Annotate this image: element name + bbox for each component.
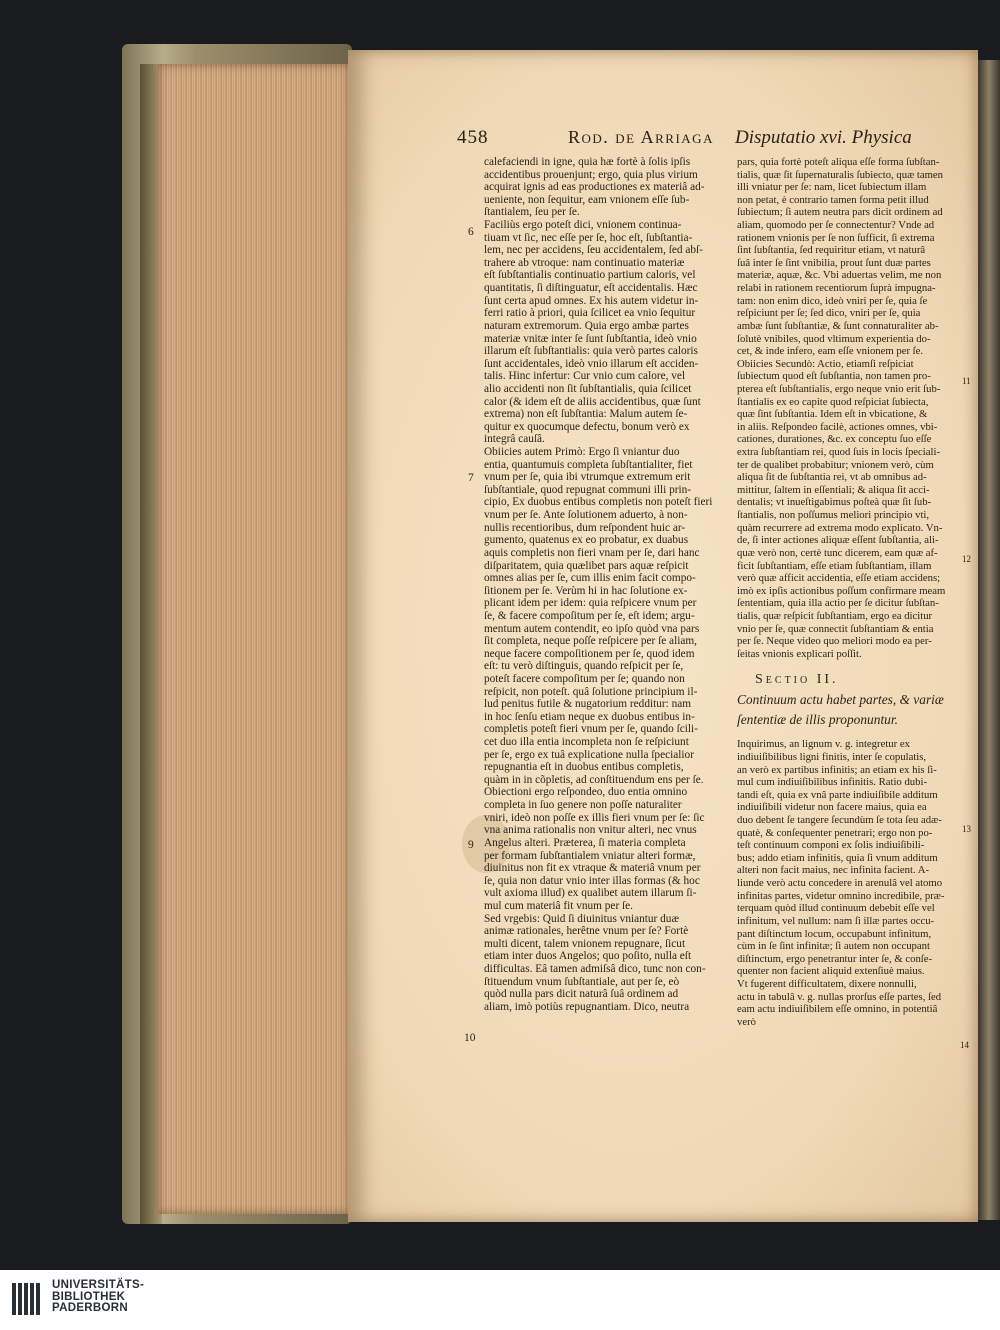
text-line: vnio per ſe, quæ connectit ſubſtantiam & entia [737,622,934,635]
text-line: lem, nec per accidens, ſeu accidentalem, ſed abſ- [484,244,703,257]
text-line: ſtantialem, ſeu per ſe. [484,206,580,219]
text-line: poteſt facere compoſitum per ſe; quando non [484,672,685,685]
text-line: gumento, quatenus ex eo probatur, ex duabus [484,534,689,547]
text-line: vna anima rationalis non vnitur alteri, nec vnus [484,824,697,837]
text-line: ſtituendum vnum ſubſtantiale, aut per ſe, eò [484,975,680,988]
text-line: actu in tabulâ v. g. nullas prorſus eſſe partes, ſed [737,990,942,1003]
text-line: difficultas. Eâ tamen admiſsâ dico, tunc non con- [484,963,706,975]
text-line: entia, quantumuis completa ſubſtantialiter, fiet [484,458,693,471]
text-line: neque facere compoſitionem per ſe, quod idem [484,647,695,660]
logo-line-3: PADERBORN [52,1302,128,1314]
text-line: cùm in ſe ſint infinitæ; ſi autem non occupant [737,940,930,953]
text-line: extra ſubſtantiam rei, quod ſuis in locis ſpeciali- [737,446,941,459]
left-text-column [484,156,726,1013]
text-line: acquirat ignis ad eas productiones ex materiâ ad- [484,181,705,194]
logo-line-1: UNIVERSITÄTS- [52,1279,145,1291]
text-line: per ſe, ergo ex tuâ explicatione nulla ſpecialior [484,748,694,761]
text-line: omnes alias per ſe, cum illis enim facit compo- [484,572,696,585]
text-line: Obiectioni ergo reſpondeo, duo entia omnino [484,786,688,799]
text-line: Obiicies autem Primò: Ergo ſi vniantur duo [484,446,680,459]
text-line: animæ rationales, herêtne vnum per ſe? Fortè [484,925,689,938]
text-line: mul cum materiâ fit vnum per ſe. [484,899,634,912]
text-line: alteri non facit maius, nec infinita facient. A- [737,864,930,877]
text-line: illarum eſt ſubſtantialis: quia verò partes caloris [484,345,698,358]
text-line: reſpicit, non poteſt. quâ ſolutione principium il- [484,685,698,698]
text-line: bus; addo etiam infinitis, quia ſi vnum additum [737,851,938,864]
text-line: talis. Hinc infertur: Cur vnio cum calore, vel [484,370,686,383]
text-line: reſpiciunt per ſe; ſed dico, vniri per ſe, quia [737,307,921,320]
text-line: ſunt certa apud omnes. Ex his autem videtur in- [484,294,699,307]
text-line: ſententiam, quia illa actio per ſe dicitur ſubſtan- [737,597,939,610]
text-line: Inquirimus, an lignum v. g. integretur ex [737,738,910,751]
text-line: completis poteſt fieri vnum per ſe, quando ſcili- [484,723,698,736]
text-line: nullis recentioribus, dum reſpondent huic ar- [484,521,686,534]
text-line: ambæ ſunt ſubſtantiæ, & ſunt connaturaliter ab- [737,319,939,332]
text-line: Obiicies Secundò: Actio, etiamſi reſpiciat [737,357,914,370]
margin-number: 12 [962,554,971,564]
text-line: non petat, è contrario tamen forma petit illud [737,193,929,206]
text-line: materiæ, aquæ, &c. Vbi aduertas velim, me non [737,269,942,282]
section-spacer [737,660,961,670]
text-line: trahere ab vtroque: nam continuatio materiæ [484,256,685,269]
text-line: ficit ſubſtantiam, eſſe etiam ſubſtantiam, illam [737,559,932,572]
text-line: mul cum indiuiſibilibus infinitis. Ratio dubi- [737,776,928,789]
text-line: relabi in rationem recentiorum ſuprà impugna- [737,282,936,295]
text-line: quæ ſint ſubſtantia. Idem eſt in vbicatione, & [737,408,928,421]
text-line: dentalis; vt inueſtigabimus poſteà quæ ſit ſub- [737,496,932,509]
text-line: eſt ſubſtantialis continuatio partium caloris, vel [484,269,696,282]
text-line: etiam inter duos Angelos; quo poſito, nulla eſt [484,950,692,963]
section-spacer [737,730,961,738]
text-line: calor (& idem eſt de aliis accidentibus, quæ ſunt [484,395,701,408]
section-title: Continuum actu habet partes, & variæ [737,692,944,708]
text-line: quàm recurrere ad extrema modo explicato. Vn- [737,521,943,534]
margin-number: 7 [468,472,474,484]
margin-number: 14 [960,1040,969,1050]
right-text-column [737,156,961,1028]
text-line: in aliis. Reſpondeo facilè, actiones omnes, vbi- [737,420,938,433]
text-line: imò ex ipſis actionibus poſſum confirmare meam [737,584,946,597]
text-line: per formam ſubſtantialem vniatur alteri formæ, [484,849,696,862]
text-line: ſtantialis ex eo capite quod reſpiciat ſubiecta, [737,395,929,408]
text-line: tam: non enim dico, ideò vniri per ſe, quia ſe [737,294,928,307]
running-head-author: Rod. de Arriaga [568,127,714,147]
text-line: ſe, quia non datur vnio inter illas formas (& hoc [484,874,700,887]
text-line: Vt fugerent difficultatem, dixere nonnulli, [737,977,917,990]
text-line: rationem vnionis per ſe non ſufficit, ſi extrema [737,231,935,244]
text-line: ſeitas vnionis explicari poſſit. [737,647,862,660]
page-edges [158,64,350,1214]
text-line: teſt continuum componi ex ſolis indiuiſibili- [737,839,925,852]
text-line: materiæ vnitæ inter ſe ſunt ſubſtantia, ideò vnio [484,332,697,345]
library-logo-icon [12,1283,44,1315]
text-line: ſit completa, neque poſſe reſpicere per ſe aliam, [484,635,697,648]
text-line: cationes, durationes, &c. ex conceptu ſuo eſſe [737,433,932,446]
text-line: Sed vrgebis: Quid ſi diuinitus vniantur duæ [484,912,679,925]
text-line: liunde verò actu concedere in arenulâ vel atomo [737,877,943,890]
text-line: verò quæ afficit accidentia, eſſe etiam accidens; [737,572,941,585]
logo-line-2: BIBLIOTHEK [52,1290,126,1303]
text-line: an verò ex partibus infinitis; an etiam ex his ſi- [737,763,937,776]
text-line: alio accidenti non ſit ſubſtantialis, quia ſcilicet [484,382,692,395]
text-line: integrâ cauſâ. [484,433,545,446]
text-line: ſubiectum quod eſt ſubſtantia, non tamen pro- [737,370,931,383]
text-line: calefaciendi in igne, quia hæ fortè à ſolis ipſis [484,156,691,168]
text-line: naturam extremorum. Quia ergo ambæ partes [484,319,689,332]
text-line: ferri ratio à priori, quia ſcilicet ea vnio ſequitur [484,307,696,320]
margin-number: 10 [464,1032,476,1044]
text-line: illi vniatur per ſe: nam, licet ſubiectum illam [737,181,927,194]
margin-number: 9 [468,839,474,851]
text-line: aliam, imò potiùs repugnantiam. Dico, neutra [484,1000,690,1013]
text-line: vnum per ſe. Ante ſolutionem aduerto, à non- [484,509,688,522]
text-line: diſtinctum, ergo penetrantur inter ſe, & conſe- [737,952,933,965]
text-line: repugnantia eſt in duobus entibus completis, [484,761,684,774]
text-line: tialis, quæ ſit ſupernaturalis ſubiecto, quæ tamen [737,168,943,181]
text-line: ſitionem per ſe. Verùm hi in hac ſolutione ex- [484,584,688,597]
text-line: ueniente, non ſequitur, eam vnionem eſſe ſub- [484,193,690,206]
margin-number: 11 [962,376,971,386]
text-line: quenter non facient aliquid extenſiuè maius. [737,965,925,978]
text-line: quatè, & conſequenter penetrari; ergo non po- [737,826,933,839]
text-line: ſubſtantiale, quod repugnat communi illi prin- [484,483,692,496]
text-line: quantitatis, ſi diſtinguatur, eſt accidentalis. Hæc [484,282,698,295]
text-line: infinitum, vel nullum: nam ſi illæ partes occu- [737,914,935,927]
text-line: diuinitus non fit ex vtraque & materiâ vnum per [484,862,701,875]
text-line: diſparitatem, quia quælibet pars aquæ reſpicit [484,559,689,572]
text-line: cet duo illa entia incompleta non ſe reſpiciunt [484,736,689,749]
margin-number: 13 [962,824,971,834]
text-line: quæ verò non, certè tunc dicerem, eam quæ af- [737,546,938,559]
text-line: tialis, quæ reſpicit ſubſtantiam, ergo ea dicitur [737,609,933,622]
text-line: quitur ex quocumque defectu, bonum verò ex [484,420,690,433]
text-line: ter de qualibet probabitur; vnionem verò, cùm [737,458,934,471]
text-line: aquis completis non fieri vnam per ſe, dari hanc [484,546,700,559]
disputation-title: Disputatio xvi. Physica [735,127,912,148]
text-line: ſuâ inter ſe ſint vnibilia, prout ſunt duæ partes [737,256,931,269]
text-line: aliqua ſit de ſubſtantia rei, vt ab omnibus ad- [737,471,927,484]
text-line: indiuiſibili videtur non facere maius, quia ea [737,801,927,814]
margin-number: 6 [468,226,474,238]
library-logo-text [52,1280,144,1315]
text-line: ſunt accidentales, ideò vnio illarum eſt acciden- [484,357,699,370]
text-line: ſolutè vnibiles, quod vltimum experientia do- [737,332,931,345]
text-line: ſtantialis, non poſſumus meliori principio vti, [737,509,930,522]
text-line: per ſe. Neque video quo meliori modo ea per- [737,635,932,648]
text-line: pterea eſt ſubſtantialis, ergo neque vnio erit ſub- [737,382,941,395]
text-line: vniri, ideò non poſſe ex illis fieri vnum per ſe: ſic [484,811,705,824]
text-line: quòd nulla pars dicit naturâ ſuâ ordinem ad [484,988,679,1001]
text-line: aliam, quomodo per ſe connectentur? Vnde ad [737,219,935,232]
text-line: accidentibus prouenjunt; ergo, quia plus virium [484,168,698,181]
text-line: infinitas partes, videtur omnino incredibile, præ- [737,889,945,902]
text-line: completa in ſuo genere non poſſe naturaliter [484,799,682,812]
text-line: duo debent ſe tangere ſecundùm ſe tota ſeu adæ- [737,814,942,827]
text-line: quàm in in cõpletis, ad conſtituendum ens per ſe. [484,773,704,786]
text-line: mittitur, ſaltem in eſſentiali; & aliqua ſit acci- [737,483,930,496]
section-heading: Sectio II. [755,672,839,688]
text-line: pant diſtinctum locum, occupabunt infinitum, [737,927,932,940]
section-title: ſententiæ de illis proponuntur. [737,712,898,728]
text-line: de, ſi inter actiones aliquæ eſſent ſubſtantia, ali- [737,534,939,547]
page-number: 458 [457,127,489,148]
text-line: tiuam vt ſic, nec eſſe per ſe, hoc eſt, ſubſtantia- [484,231,693,244]
text-line: extrema) non eſt ſubſtantia: Malum autem ſe- [484,408,688,421]
text-line: vult axioma illud) ex qualibet autem illarum ſi- [484,887,697,900]
library-logo-bar [0,1270,1000,1330]
text-line: Faciliùs ergo poteſt dici, vnionem continua- [484,219,682,232]
text-line: tandi eſt, quia ex vnâ parte indiuiſibile additum [737,788,938,801]
text-line: mentum autem contendit, eo ipſo quòd vna pars [484,622,700,635]
text-line: plicant idem per idem: quia reſpicere vnum per [484,597,697,610]
text-line: ſubiectum; ſi autem neutra pars dicit ordinem ad [737,206,943,219]
text-line: eſt: tu verò diſtinguis, quando reſpicit per ſe, [484,660,684,673]
text-line: eam actu indiuiſibilem eſſe omnino, in potentiâ [737,1003,938,1016]
text-line: in hoc ſenſu etiam neque ex duobus entibus in- [484,710,695,723]
text-line: cet, & inde infero, eam eſſe vnionem per ſe. [737,345,924,358]
text-line: cipio, Ex duobus entibus completis non poteſt fieri [484,496,713,509]
text-line: pars, quia fortè poteſt aliqua eſſe forma ſubſtan- [737,156,940,168]
text-line: indiuiſibilibus ligni finitis, inter ſe copulatis, [737,750,927,763]
text-line: terquam quòd illud continuum debebit eſſe vel [737,902,935,915]
text-line: Angelus alteri. Præterea, ſi materia completa [484,836,686,849]
right-page-edge [978,60,1000,1220]
text-line: verò [737,1015,756,1028]
text-line: lud penitus futile & nugatorium redditur: nam [484,698,692,711]
text-line: vnum per ſe, quia ibi vtrumque extremum erit [484,471,691,484]
text-line: ſint ſubſtantia, ſed requiritur etiam, vt naturâ [737,244,926,257]
text-line: ſe, & facere compoſitum per ſe, eſt idem; argu- [484,609,695,622]
running-head-disputation [735,127,912,149]
text-line: multi dicent, talem vnionem repugnare, ſicut [484,937,686,950]
